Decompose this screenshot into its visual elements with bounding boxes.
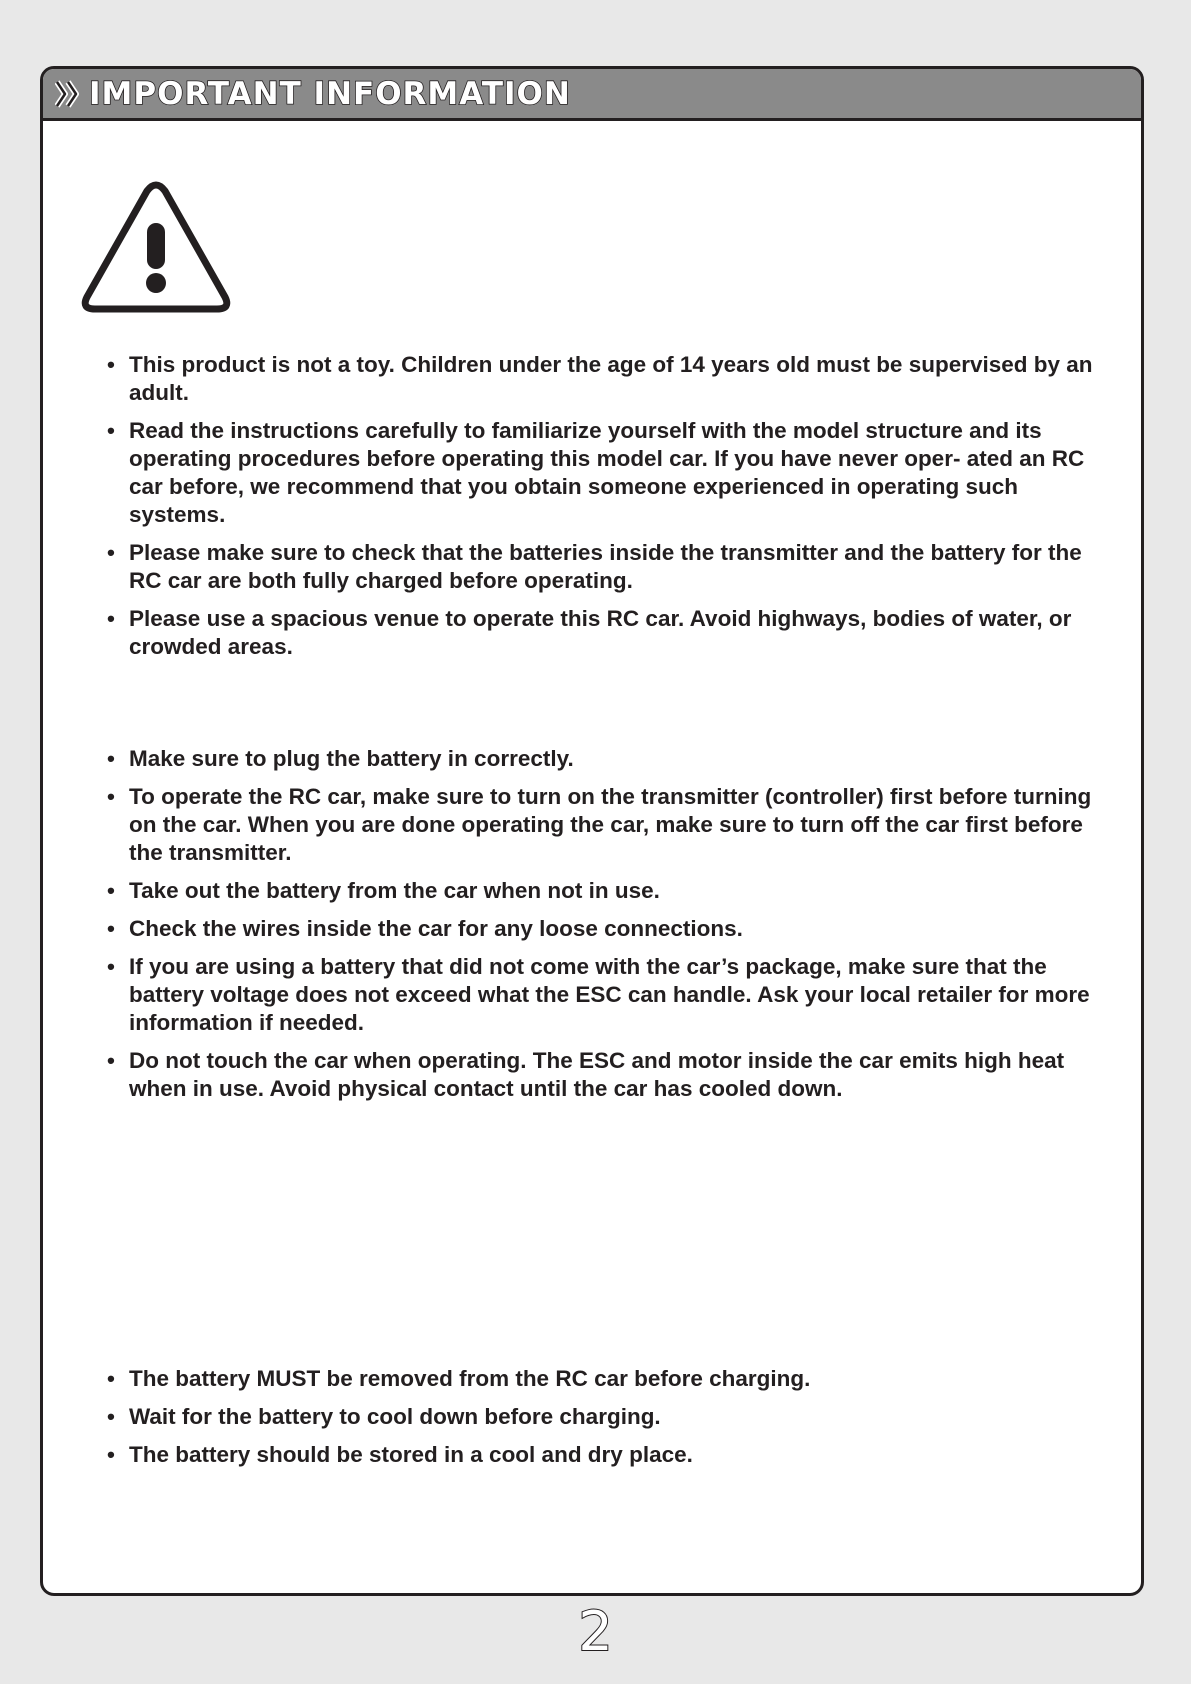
list-item: [107, 539, 1107, 595]
bullet-icon: •: [107, 878, 115, 903]
list-item-text: Please make sure to check that the batteries inside the transmitter and the battery for the RC car are both fully charged before operating.: [129, 540, 1082, 593]
list-item-text: This product is not a toy. Children under the age of 14 years old must be supervised by an adult.: [129, 352, 1093, 405]
list-item: [107, 745, 1107, 773]
double-chevron-icon: [55, 78, 81, 110]
warning-triangle-icon: [81, 181, 231, 316]
bullet-icon: •: [107, 1048, 115, 1073]
list-item: [107, 953, 1107, 1037]
bullet-icon: •: [107, 746, 115, 771]
list-item: [107, 605, 1107, 661]
list-item-text: Make sure to plug the battery in correctly.: [129, 746, 574, 771]
list-item-text: Do not touch the car when operating. The ESC and motor inside the car emits high heat when in use. Avoid physical contact until the car has cooled down.: [129, 1048, 1065, 1101]
bullet-icon: •: [107, 784, 115, 809]
list-item-text: Wait for the battery to cool down before charging.: [129, 1404, 661, 1429]
list-item-text: The battery should be stored in a cool and dry place.: [129, 1442, 693, 1467]
list-item: [107, 351, 1107, 407]
bullet-icon: •: [107, 418, 115, 443]
list-item-text: If you are using a battery that did not come with the car’s package, make sure that the battery voltage does not exceed what the ESC can handle. Ask your local retailer for more information if needed.: [129, 954, 1090, 1035]
bullet-icon: •: [107, 1366, 115, 1391]
important-information-panel: [40, 66, 1144, 1596]
header-title: IMPORTANT INFORMATION: [89, 75, 571, 112]
battery-safety-list: [107, 1365, 1107, 1479]
bullet-icon: •: [107, 954, 115, 979]
list-item: [107, 1441, 1107, 1469]
list-item-text: Read the instructions carefully to familiarize yourself with the model structure and its operating procedures before operating this model car. If you have never oper- ated an RC car before, we recommend that you obtain someone experienced in operating such systems.: [129, 418, 1085, 527]
list-item: [107, 1047, 1107, 1103]
page-number: 2: [578, 1600, 613, 1663]
list-item: [107, 783, 1107, 867]
list-item-text: The battery MUST be removed from the RC car before charging.: [129, 1366, 811, 1391]
bullet-icon: •: [107, 352, 115, 377]
list-item-text: Check the wires inside the car for any loose connections.: [129, 916, 743, 941]
list-item-text: To operate the RC car, make sure to turn on the transmitter (controller) first before turning on the car. When you are done operating the car, make sure to turn off the car first before the transmitter.: [129, 784, 1092, 865]
bullet-icon: •: [107, 1404, 115, 1429]
bullet-icon: •: [107, 606, 115, 631]
bullet-icon: •: [107, 1442, 115, 1467]
general-safety-list: [107, 351, 1107, 671]
list-item: [107, 417, 1107, 529]
list-item-text: Please use a spacious venue to operate this RC car. Avoid highways, bodies of water, or crowded areas.: [129, 606, 1072, 659]
bullet-icon: •: [107, 540, 115, 565]
list-item: [107, 1365, 1107, 1393]
operation-safety-list: [107, 745, 1107, 1113]
section-header: [43, 69, 1141, 121]
list-item: [107, 877, 1107, 905]
bullet-icon: •: [107, 916, 115, 941]
list-item: [107, 915, 1107, 943]
list-item-text: Take out the battery from the car when not in use.: [129, 878, 660, 903]
list-item: [107, 1403, 1107, 1431]
